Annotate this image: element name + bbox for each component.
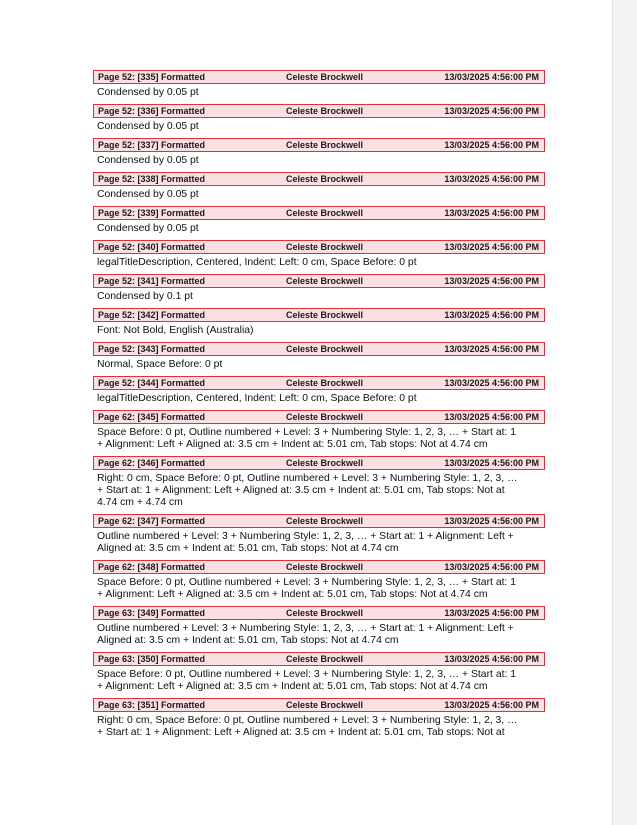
- revision-description-line: Aligned at: 3.5 cm + Indent at: 5.01 cm, Tab stops: Not at 4.74 cm: [97, 634, 399, 646]
- revision-description: [93, 220, 545, 240]
- revision-entry: [93, 652, 545, 698]
- revision-entry: [93, 240, 545, 274]
- revision-description-line: Outline numbered + Level: 3 + Numbering Style: 1, 2, 3, … + Start at: 1 + Alignment: Left +: [97, 622, 514, 634]
- revision-description: [93, 322, 545, 342]
- revision-date: 13/03/2025 4:56:00 PM: [444, 608, 539, 618]
- revision-page-label: Page 52: [338] Formatted: [98, 174, 206, 184]
- revision-date: 13/03/2025 4:56:00 PM: [444, 458, 539, 468]
- revision-header[interactable]: [93, 376, 545, 390]
- revision-author: Celeste Brockwell: [286, 378, 364, 388]
- revision-description-line: Normal, Space Before: 0 pt: [97, 358, 223, 370]
- revision-description-line: legalTitleDescription, Centered, Indent: Left: 0 cm, Space Before: 0 pt: [97, 256, 417, 268]
- revision-description: [93, 528, 545, 560]
- revision-date: 13/03/2025 4:56:00 PM: [444, 106, 539, 116]
- revision-description-line: Condensed by 0.05 pt: [97, 120, 199, 132]
- revision-page-label: Page 52: [336] Formatted: [98, 106, 206, 116]
- revision-author: Celeste Brockwell: [286, 106, 364, 116]
- revision-description-line: + Start at: 1 + Alignment: Left + Aligned at: 3.5 cm + Indent at: 5.01 cm, Tab stops: Not at: [97, 726, 505, 738]
- revision-date: 13/03/2025 4:56:00 PM: [444, 562, 539, 572]
- revision-description-line: Aligned at: 3.5 cm + Indent at: 5.01 cm, Tab stops: Not at 4.74 cm: [97, 542, 399, 554]
- revision-author: Celeste Brockwell: [286, 242, 364, 252]
- revision-header[interactable]: [93, 606, 545, 620]
- revision-entry: [93, 456, 545, 514]
- revision-date: 13/03/2025 4:56:00 PM: [444, 344, 539, 354]
- revision-date: 13/03/2025 4:56:00 PM: [444, 700, 539, 710]
- revision-description-line: Right: 0 cm, Space Before: 0 pt, Outline numbered + Level: 3 + Numbering Style: 1, 2, 3, …: [97, 472, 518, 484]
- revision-header[interactable]: [93, 138, 545, 152]
- revision-page-label: Page 63: [351] Formatted: [98, 700, 206, 710]
- revision-description: [93, 390, 545, 410]
- revision-entry: [93, 376, 545, 410]
- revision-author: Celeste Brockwell: [286, 700, 364, 710]
- revision-description: [93, 470, 545, 514]
- revision-entry: [93, 698, 545, 744]
- revision-header[interactable]: [93, 456, 545, 470]
- revision-page-label: Page 52: [344] Formatted: [98, 378, 206, 388]
- revision-description: [93, 356, 545, 376]
- revision-header[interactable]: [93, 70, 545, 84]
- revision-date: 13/03/2025 4:56:00 PM: [444, 310, 539, 320]
- revision-author: Celeste Brockwell: [286, 72, 364, 82]
- revision-page-label: Page 52: [335] Formatted: [98, 72, 206, 82]
- revision-page-label: Page 52: [342] Formatted: [98, 310, 206, 320]
- revision-header[interactable]: [93, 342, 545, 356]
- revision-date: 13/03/2025 4:56:00 PM: [444, 208, 539, 218]
- revision-entry: [93, 606, 545, 652]
- revision-page-label: Page 62: [347] Formatted: [98, 516, 206, 526]
- revision-header[interactable]: [93, 514, 545, 528]
- revision-author: Celeste Brockwell: [286, 140, 364, 150]
- revision-entry: [93, 514, 545, 560]
- revision-list: [93, 70, 545, 744]
- revision-description-line: 4.74 cm + 4.74 cm: [97, 496, 183, 508]
- revision-description-line: + Alignment: Left + Aligned at: 3.5 cm + Indent at: 5.01 cm, Tab stops: Not at 4.74 cm: [97, 438, 488, 450]
- revision-description: [93, 712, 545, 744]
- revision-description: [93, 254, 545, 274]
- revision-page-label: Page 63: [349] Formatted: [98, 608, 206, 618]
- revision-description-line: Condensed by 0.05 pt: [97, 86, 199, 98]
- revision-description-line: Space Before: 0 pt, Outline numbered + Level: 3 + Numbering Style: 1, 2, 3, … + Start at: 1: [97, 576, 517, 588]
- revision-page-label: Page 52: [341] Formatted: [98, 276, 206, 286]
- revision-description: [93, 152, 545, 172]
- revision-entry: [93, 70, 545, 104]
- revision-description: [93, 620, 545, 652]
- revision-header[interactable]: [93, 698, 545, 712]
- revision-entry: [93, 138, 545, 172]
- revision-page-label: Page 62: [346] Formatted: [98, 458, 206, 468]
- revision-page-label: Page 52: [339] Formatted: [98, 208, 206, 218]
- revision-page-label: Page 62: [345] Formatted: [98, 412, 206, 422]
- revision-description: [93, 84, 545, 104]
- revision-description-line: Condensed by 0.05 pt: [97, 222, 199, 234]
- revision-header[interactable]: [93, 274, 545, 288]
- revision-author: Celeste Brockwell: [286, 516, 364, 526]
- revision-description-line: Right: 0 cm, Space Before: 0 pt, Outline numbered + Level: 3 + Numbering Style: 1, 2, 3, …: [97, 714, 518, 726]
- window-edge: [612, 0, 637, 825]
- revision-page-label: Page 62: [348] Formatted: [98, 562, 206, 572]
- revision-description-line: Outline numbered + Level: 3 + Numbering Style: 1, 2, 3, … + Start at: 1 + Alignment: Left +: [97, 530, 514, 542]
- revision-entry: [93, 342, 545, 376]
- revision-date: 13/03/2025 4:56:00 PM: [444, 378, 539, 388]
- revision-date: 13/03/2025 4:56:00 PM: [444, 276, 539, 286]
- revision-date: 13/03/2025 4:56:00 PM: [444, 174, 539, 184]
- revision-author: Celeste Brockwell: [286, 310, 364, 320]
- revision-date: 13/03/2025 4:56:00 PM: [444, 242, 539, 252]
- revision-header[interactable]: [93, 652, 545, 666]
- revision-description-line: + Alignment: Left + Aligned at: 3.5 cm + Indent at: 5.01 cm, Tab stops: Not at 4.74 cm: [97, 588, 488, 600]
- revision-entry: [93, 410, 545, 456]
- revision-page-label: Page 52: [343] Formatted: [98, 344, 206, 354]
- revision-author: Celeste Brockwell: [286, 276, 364, 286]
- revision-entry: [93, 104, 545, 138]
- revision-date: 13/03/2025 4:56:00 PM: [444, 140, 539, 150]
- revision-author: Celeste Brockwell: [286, 174, 364, 184]
- revision-description-line: Space Before: 0 pt, Outline numbered + Level: 3 + Numbering Style: 1, 2, 3, … + Start at: 1: [97, 668, 517, 680]
- revision-author: Celeste Brockwell: [286, 412, 364, 422]
- revision-description-line: Condensed by 0.05 pt: [97, 154, 199, 166]
- revision-description-line: + Alignment: Left + Aligned at: 3.5 cm + Indent at: 5.01 cm, Tab stops: Not at 4.74 cm: [97, 680, 488, 692]
- revision-author: Celeste Brockwell: [286, 608, 364, 618]
- revision-page-label: Page 52: [337] Formatted: [98, 140, 206, 150]
- revision-page-label: Page 52: [340] Formatted: [98, 242, 206, 252]
- revision-description-line: Condensed by 0.05 pt: [97, 188, 199, 200]
- revision-entry: [93, 172, 545, 206]
- revision-description: [93, 288, 545, 308]
- revision-author: Celeste Brockwell: [286, 344, 364, 354]
- revision-entry: [93, 308, 545, 342]
- revision-description-line: Condensed by 0.1 pt: [97, 290, 193, 302]
- revision-date: 13/03/2025 4:56:00 PM: [444, 72, 539, 82]
- revision-header[interactable]: [93, 410, 545, 424]
- revision-author: Celeste Brockwell: [286, 208, 364, 218]
- revision-entry: [93, 560, 545, 606]
- revision-description-line: legalTitleDescription, Centered, Indent: Left: 0 cm, Space Before: 0 pt: [97, 392, 417, 404]
- revision-header[interactable]: [93, 206, 545, 220]
- revision-author: Celeste Brockwell: [286, 562, 364, 572]
- revision-entry: [93, 274, 545, 308]
- revision-description-line: Space Before: 0 pt, Outline numbered + Level: 3 + Numbering Style: 1, 2, 3, … + Start at: 1: [97, 426, 517, 438]
- revision-author: Celeste Brockwell: [286, 654, 364, 664]
- revision-description-line: + Start at: 1 + Alignment: Left + Aligned at: 3.5 cm + Indent at: 5.01 cm, Tab stops: Not at: [97, 484, 505, 496]
- revision-date: 13/03/2025 4:56:00 PM: [444, 516, 539, 526]
- revision-header[interactable]: [93, 240, 545, 254]
- revision-description-line: Font: Not Bold, English (Australia): [97, 324, 254, 336]
- revision-description: [93, 186, 545, 206]
- revision-description: [93, 666, 545, 698]
- revision-header[interactable]: [93, 172, 545, 186]
- revision-date: 13/03/2025 4:56:00 PM: [444, 412, 539, 422]
- revision-page-label: Page 63: [350] Formatted: [98, 654, 206, 664]
- revision-header[interactable]: [93, 104, 545, 118]
- revision-entry: [93, 206, 545, 240]
- revision-header[interactable]: [93, 308, 545, 322]
- revision-description: [93, 118, 545, 138]
- revision-author: Celeste Brockwell: [286, 458, 364, 468]
- revision-description: [93, 574, 545, 606]
- revision-description: [93, 424, 545, 456]
- revision-date: 13/03/2025 4:56:00 PM: [444, 654, 539, 664]
- revision-header[interactable]: [93, 560, 545, 574]
